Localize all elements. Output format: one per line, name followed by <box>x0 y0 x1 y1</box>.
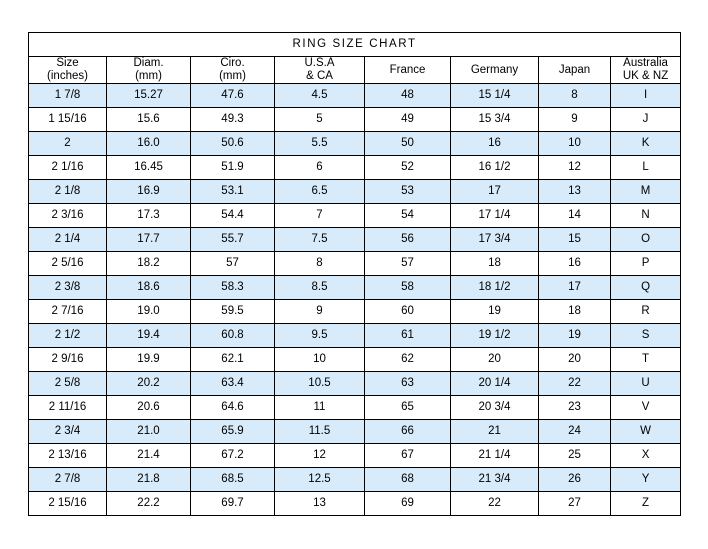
table-cell: 16.45 <box>107 156 191 180</box>
table-cell: 26 <box>539 468 611 492</box>
table-cell: 2 15/16 <box>29 492 107 516</box>
table-cell: 20 3/4 <box>451 396 539 420</box>
table-cell: 65 <box>365 396 451 420</box>
table-cell: 20 <box>539 348 611 372</box>
column-header-2 <box>191 57 275 84</box>
table-cell: 2 3/4 <box>29 420 107 444</box>
column-header-line2: (inches) <box>47 70 88 83</box>
table-cell: 19.0 <box>107 300 191 324</box>
table-row <box>29 108 681 132</box>
column-header-7 <box>611 57 681 84</box>
table-cell: 17 3/4 <box>451 228 539 252</box>
table-cell: 10 <box>539 132 611 156</box>
table-cell: 8 <box>539 84 611 108</box>
table-cell: X <box>611 444 681 468</box>
table-row <box>29 468 681 492</box>
table-cell: 67 <box>365 444 451 468</box>
table-cell: 21 3/4 <box>451 468 539 492</box>
table-row <box>29 420 681 444</box>
table-cell: 19 1/2 <box>451 324 539 348</box>
table-cell: 11.5 <box>275 420 365 444</box>
table-cell: R <box>611 300 681 324</box>
table-cell: 63.4 <box>191 372 275 396</box>
table-cell: 21 1/4 <box>451 444 539 468</box>
column-header-1 <box>107 57 191 84</box>
table-cell: Q <box>611 276 681 300</box>
table-row <box>29 492 681 516</box>
table-cell: 67.2 <box>191 444 275 468</box>
table-cell: 13 <box>275 492 365 516</box>
table-cell: 19 <box>539 324 611 348</box>
table-cell: O <box>611 228 681 252</box>
table-cell: 56 <box>365 228 451 252</box>
table-cell: U <box>611 372 681 396</box>
column-header-4 <box>365 57 451 84</box>
table-cell: 8.5 <box>275 276 365 300</box>
table-cell: 50.6 <box>191 132 275 156</box>
column-header-line2: UK & NZ <box>622 70 669 83</box>
table-cell: 53 <box>365 180 451 204</box>
column-header-line1: Diam. <box>133 57 164 69</box>
table-cell: J <box>611 108 681 132</box>
table-cell: 68.5 <box>191 468 275 492</box>
table-cell: 6 <box>275 156 365 180</box>
table-row <box>29 372 681 396</box>
table-row <box>29 348 681 372</box>
table-cell: T <box>611 348 681 372</box>
column-header-line1: U.S.A <box>304 57 335 69</box>
table-cell: 19.4 <box>107 324 191 348</box>
table-row <box>29 396 681 420</box>
table-cell: 49.3 <box>191 108 275 132</box>
table-cell: 13 <box>539 180 611 204</box>
table-cell: 1 15/16 <box>29 108 107 132</box>
column-header-0 <box>29 57 107 84</box>
table-cell: 17 <box>539 276 611 300</box>
column-header-line2: (mm) <box>219 70 246 83</box>
table-cell: 24 <box>539 420 611 444</box>
table-cell: 2 7/16 <box>29 300 107 324</box>
table-cell: 18.6 <box>107 276 191 300</box>
column-header-line1: Ciro. <box>220 57 245 69</box>
table-cell: 18.2 <box>107 252 191 276</box>
column-header-line1: France <box>389 63 426 76</box>
table-cell: 17.7 <box>107 228 191 252</box>
table-cell: 2 7/8 <box>29 468 107 492</box>
table-cell: 15 <box>539 228 611 252</box>
table-cell: 2 9/16 <box>29 348 107 372</box>
table-cell: 18 <box>451 252 539 276</box>
table-row <box>29 156 681 180</box>
table-cell: 15 3/4 <box>451 108 539 132</box>
table-cell: L <box>611 156 681 180</box>
table-row <box>29 444 681 468</box>
table-cell: 21 <box>451 420 539 444</box>
table-cell: 53.1 <box>191 180 275 204</box>
table-cell: I <box>611 84 681 108</box>
table-cell: 7 <box>275 204 365 228</box>
table-cell: 10 <box>275 348 365 372</box>
table-cell: 17.3 <box>107 204 191 228</box>
table-cell: 66 <box>365 420 451 444</box>
table-cell: 59.5 <box>191 300 275 324</box>
table-cell: 16 <box>539 252 611 276</box>
table-cell: 54.4 <box>191 204 275 228</box>
table-cell: 19.9 <box>107 348 191 372</box>
table-cell: 20 1/4 <box>451 372 539 396</box>
table-cell: Z <box>611 492 681 516</box>
table-cell: 63 <box>365 372 451 396</box>
table-cell: 14 <box>539 204 611 228</box>
table-cell: W <box>611 420 681 444</box>
table-cell: 10.5 <box>275 372 365 396</box>
table-cell: 22 <box>451 492 539 516</box>
ring-size-chart-container <box>28 32 680 517</box>
table-cell: 8 <box>275 252 365 276</box>
chart-title: RING SIZE CHART <box>29 33 681 57</box>
table-cell: 16.9 <box>107 180 191 204</box>
table-cell: 5.5 <box>275 132 365 156</box>
table-cell: 2 1/8 <box>29 180 107 204</box>
table-cell: 12 <box>539 156 611 180</box>
table-cell: 23 <box>539 396 611 420</box>
table-cell: 47.6 <box>191 84 275 108</box>
title-row <box>29 33 681 57</box>
table-cell: 1 7/8 <box>29 84 107 108</box>
column-header-line1: Australia <box>623 57 668 69</box>
table-row <box>29 84 681 108</box>
table-cell: 5 <box>275 108 365 132</box>
table-cell: 2 13/16 <box>29 444 107 468</box>
table-cell: 16 1/2 <box>451 156 539 180</box>
table-row <box>29 324 681 348</box>
table-cell: 9.5 <box>275 324 365 348</box>
table-cell: 25 <box>539 444 611 468</box>
table-cell: P <box>611 252 681 276</box>
table-cell: 16 <box>451 132 539 156</box>
table-cell: 2 <box>29 132 107 156</box>
table-cell: 2 1/4 <box>29 228 107 252</box>
table-cell: 60 <box>365 300 451 324</box>
table-cell: 62 <box>365 348 451 372</box>
table-cell: 21.4 <box>107 444 191 468</box>
table-cell: 17 1/4 <box>451 204 539 228</box>
table-cell: 12 <box>275 444 365 468</box>
column-header-line1: Germany <box>470 63 519 76</box>
table-header-row <box>29 57 681 84</box>
table-cell: N <box>611 204 681 228</box>
table-cell: 2 5/8 <box>29 372 107 396</box>
column-header-line2: & CA <box>306 70 333 83</box>
table-cell: 6.5 <box>275 180 365 204</box>
table-cell: V <box>611 396 681 420</box>
table-row <box>29 252 681 276</box>
column-header-line1: Japan <box>558 63 591 76</box>
table-cell: 9 <box>275 300 365 324</box>
table-cell: S <box>611 324 681 348</box>
table-cell: 12.5 <box>275 468 365 492</box>
table-row <box>29 180 681 204</box>
table-cell: 60.8 <box>191 324 275 348</box>
table-cell: 2 5/16 <box>29 252 107 276</box>
table-cell: 51.9 <box>191 156 275 180</box>
table-body <box>29 33 681 516</box>
table-cell: 58 <box>365 276 451 300</box>
column-header-5 <box>451 57 539 84</box>
table-cell: 2 1/2 <box>29 324 107 348</box>
table-cell: 2 3/8 <box>29 276 107 300</box>
ring-size-chart-table <box>28 32 681 516</box>
table-cell: 54 <box>365 204 451 228</box>
table-cell: 2 1/16 <box>29 156 107 180</box>
table-cell: M <box>611 180 681 204</box>
table-row <box>29 276 681 300</box>
table-cell: 17 <box>451 180 539 204</box>
table-cell: 7.5 <box>275 228 365 252</box>
table-row <box>29 204 681 228</box>
table-cell: 15 1/4 <box>451 84 539 108</box>
table-cell: 50 <box>365 132 451 156</box>
table-cell: Y <box>611 468 681 492</box>
table-cell: 15.6 <box>107 108 191 132</box>
table-cell: 22.2 <box>107 492 191 516</box>
table-cell: 20.2 <box>107 372 191 396</box>
table-row <box>29 228 681 252</box>
table-cell: 18 <box>539 300 611 324</box>
table-cell: 18 1/2 <box>451 276 539 300</box>
table-cell: 20.6 <box>107 396 191 420</box>
table-cell: 64.6 <box>191 396 275 420</box>
table-cell: 20 <box>451 348 539 372</box>
table-cell: 21.0 <box>107 420 191 444</box>
table-cell: 52 <box>365 156 451 180</box>
table-cell: 11 <box>275 396 365 420</box>
table-row <box>29 132 681 156</box>
table-cell: 48 <box>365 84 451 108</box>
table-cell: 22 <box>539 372 611 396</box>
table-cell: 61 <box>365 324 451 348</box>
table-cell: 58.3 <box>191 276 275 300</box>
table-cell: 2 3/16 <box>29 204 107 228</box>
column-header-3 <box>275 57 365 84</box>
column-header-line1: Size <box>56 57 79 69</box>
table-cell: 65.9 <box>191 420 275 444</box>
table-cell: 69 <box>365 492 451 516</box>
table-cell: K <box>611 132 681 156</box>
table-cell: 9 <box>539 108 611 132</box>
column-header-6 <box>539 57 611 84</box>
column-header-line2: (mm) <box>135 70 162 83</box>
table-cell: 57 <box>191 252 275 276</box>
table-cell: 49 <box>365 108 451 132</box>
table-cell: 15.27 <box>107 84 191 108</box>
table-cell: 57 <box>365 252 451 276</box>
table-cell: 62.1 <box>191 348 275 372</box>
table-cell: 19 <box>451 300 539 324</box>
table-cell: 2 11/16 <box>29 396 107 420</box>
table-cell: 21.8 <box>107 468 191 492</box>
table-cell: 69.7 <box>191 492 275 516</box>
table-cell: 4.5 <box>275 84 365 108</box>
table-cell: 16.0 <box>107 132 191 156</box>
table-cell: 27 <box>539 492 611 516</box>
table-row <box>29 300 681 324</box>
table-cell: 68 <box>365 468 451 492</box>
table-cell: 55.7 <box>191 228 275 252</box>
